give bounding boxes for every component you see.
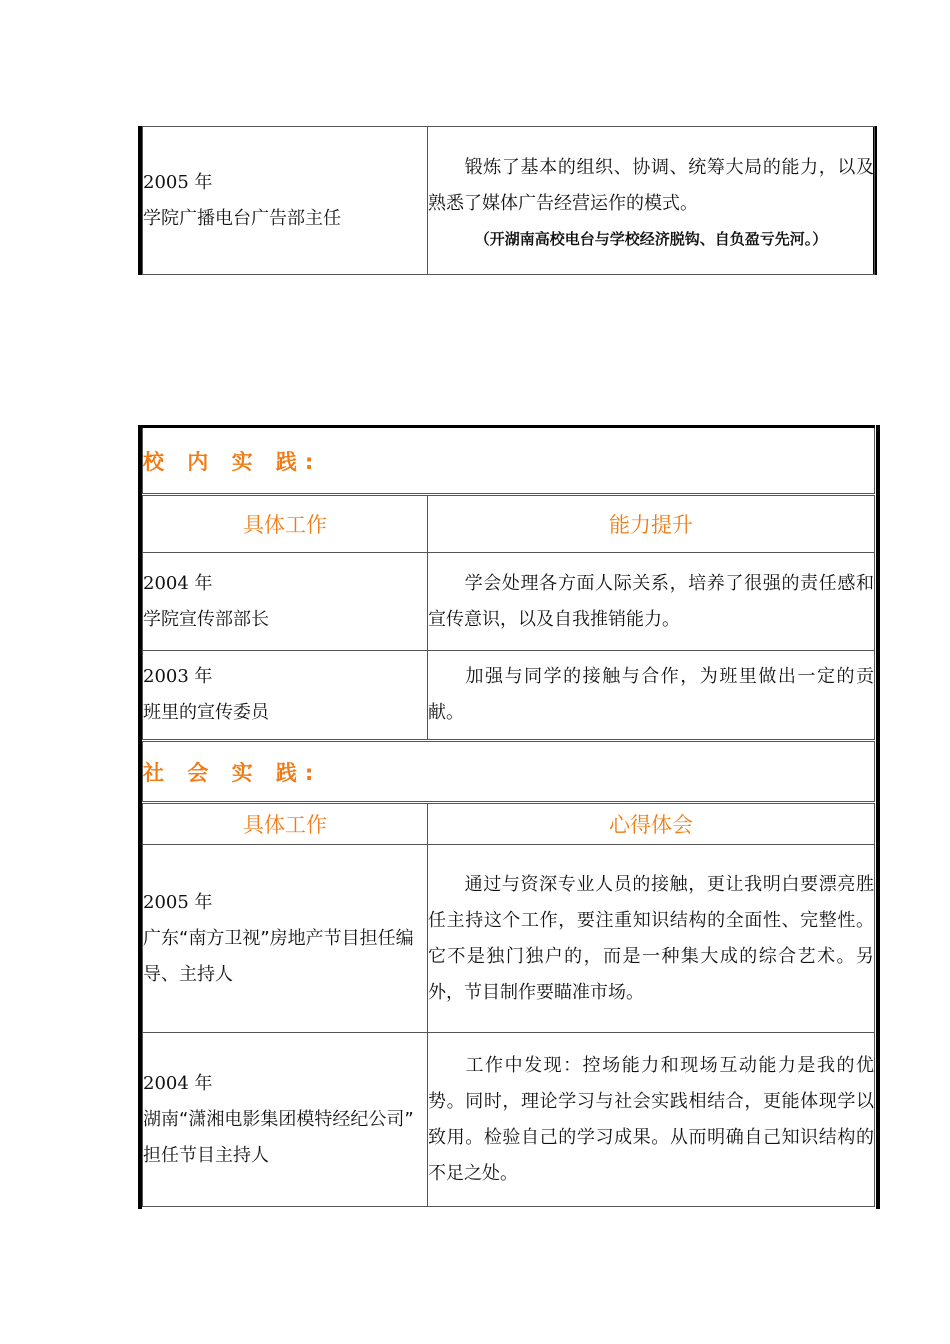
social-column-headers (143, 803, 875, 845)
social-title: 社 会 实 践: (143, 741, 875, 803)
ability-cell (428, 1033, 875, 1207)
campus-title: 校 内 实 践: (143, 427, 875, 495)
job-role: 湖南“潇湘电影集团模特经纪公司” 担任节目主持人 (143, 1108, 414, 1166)
ability-text: 学会处理各方面人际关系，培养了很强的责任感和宣传意识，以及自我推销能力。 (428, 572, 874, 630)
ability-text: 加强与同学的接触与合作，为班里做出一定的贡献。 (428, 666, 874, 723)
job-role: 班里的宣传委员 (143, 702, 269, 723)
ability-cell (428, 651, 875, 741)
job-cell (143, 1033, 428, 1207)
social-section-header (143, 741, 875, 803)
ability-note: （开湖南高校电台与学校经济脱钩、自负盈亏先河。） (474, 229, 828, 248)
ability-cell (428, 127, 875, 275)
job-role: 广东“南方卫视”房地产节目担任编导、主持人 (143, 927, 414, 985)
table-row (143, 553, 875, 651)
table-row (143, 845, 875, 1033)
job-role: 学院宣传部部长 (143, 608, 269, 630)
job-cell (143, 845, 428, 1033)
job-role: 学院广播电台广告部主任 (143, 207, 341, 229)
social-col-ability: 心得体会 (428, 803, 875, 845)
table-row (143, 651, 875, 741)
job-year: 2005 年 (143, 171, 213, 193)
table-row (143, 127, 875, 275)
ability-text: 工作中发现：控场能力和现场互动能力是我的优势。同时，理论学习与社会实践相结合，更能体现学以致用。检验自己的学习成果。从而明确自己知识结构的不足之处。 (428, 1054, 874, 1184)
job-year: 2004 年 (143, 1072, 213, 1094)
job-year: 2004 年 (143, 572, 213, 594)
campus-col-work: 具体工作 (143, 495, 428, 553)
ability-cell (428, 553, 875, 651)
job-year: 2005 年 (143, 891, 213, 913)
job-cell (143, 127, 428, 275)
campus-section-header (143, 427, 875, 495)
job-cell (143, 651, 428, 741)
table-right-edge (876, 425, 880, 1209)
ability-text: 通过与资深专业人员的接触，更让我明白要漂亮胜任主持这个工作，要注重知识结构的全面性、完整性。它不是独门独户的，而是一种集大成的综合艺术。另外，节目制作要瞄准市场。 (428, 873, 874, 1003)
ability-text: 锻炼了基本的组织、协调、统筹大局的能力，以及熟悉了媒体广告经营运作的模式。 (428, 156, 874, 214)
job-cell (143, 553, 428, 651)
ability-cell (428, 845, 875, 1033)
job-year: 2003 年 (143, 666, 213, 687)
table-row (143, 1033, 875, 1207)
top-experience-table (142, 126, 875, 275)
campus-column-headers (143, 495, 875, 553)
social-col-work: 具体工作 (143, 803, 428, 845)
practice-table (142, 425, 875, 1207)
campus-col-ability: 能力提升 (428, 495, 875, 553)
